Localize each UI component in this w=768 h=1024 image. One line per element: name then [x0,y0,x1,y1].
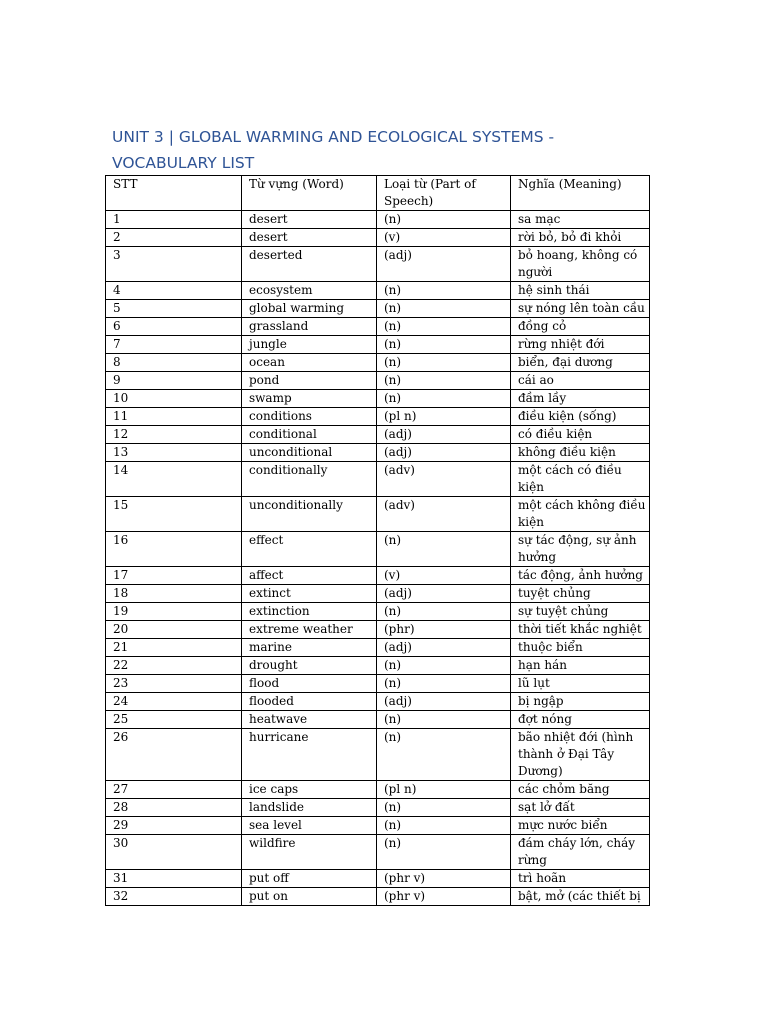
row-number-cell: 8 [106,354,242,372]
row-number-cell: 18 [106,585,242,603]
header-meaning: Nghĩa (Meaning) [511,176,650,211]
word-cell: swamp [242,390,377,408]
word-cell: desert [242,211,377,229]
table-row [106,372,650,390]
header-part-of-speech: Loại từ (Part of Speech) [377,176,511,211]
row-number-cell: 11 [106,408,242,426]
word-cell: jungle [242,336,377,354]
row-number-cell: 24 [106,693,242,711]
word-cell: desert [242,229,377,247]
meaning-cell: đợt nóng [511,711,650,729]
row-number-cell: 7 [106,336,242,354]
meaning-cell: sự tuyệt chủng [511,603,650,621]
meaning-cell: bật, mở (các thiết bị [511,888,650,906]
table-row [106,888,650,906]
part-of-speech-cell: (n) [377,835,511,870]
table-row [106,799,650,817]
meaning-cell: sự nóng lên toàn cầu [511,300,650,318]
table-row [106,639,650,657]
meaning-cell: rừng nhiệt đới [511,336,650,354]
meaning-cell: một cách có điều kiện [511,462,650,497]
word-cell: drought [242,657,377,675]
row-number-cell: 16 [106,532,242,567]
table-row [106,318,650,336]
table-row [106,729,650,781]
word-cell: ecosystem [242,282,377,300]
row-number-cell: 12 [106,426,242,444]
meaning-cell: có điều kiện [511,426,650,444]
row-number-cell: 21 [106,639,242,657]
row-number-cell: 26 [106,729,242,781]
table-row [106,693,650,711]
word-cell: pond [242,372,377,390]
word-cell: conditions [242,408,377,426]
row-number-cell: 22 [106,657,242,675]
meaning-cell: tuyệt chủng [511,585,650,603]
row-number-cell: 30 [106,835,242,870]
table-row [106,282,650,300]
table-row [106,567,650,585]
word-cell: landslide [242,799,377,817]
part-of-speech-cell: (v) [377,229,511,247]
row-number-cell: 9 [106,372,242,390]
row-number-cell: 3 [106,247,242,282]
meaning-cell: mực nước biển [511,817,650,835]
header-stt: STT [106,176,242,211]
row-number-cell: 14 [106,462,242,497]
row-number-cell: 15 [106,497,242,532]
meaning-cell: thời tiết khắc nghiệt [511,621,650,639]
table-row [106,336,650,354]
meaning-cell: hạn hán [511,657,650,675]
part-of-speech-cell: (n) [377,372,511,390]
document-title: UNIT 3 | GLOBAL WARMING AND ECOLOGICAL SYSTEMS - VOCABULARY LIST [112,128,555,172]
meaning-cell: đám cháy lớn, cháy rừng [511,835,650,870]
row-number-cell: 28 [106,799,242,817]
part-of-speech-cell: (n) [377,318,511,336]
row-number-cell: 10 [106,390,242,408]
meaning-cell: biển, đại dương [511,354,650,372]
row-number-cell: 2 [106,229,242,247]
row-number-cell: 13 [106,444,242,462]
table-row [106,408,650,426]
word-cell: marine [242,639,377,657]
table-row [106,603,650,621]
row-number-cell: 23 [106,675,242,693]
row-number-cell: 17 [106,567,242,585]
part-of-speech-cell: (n) [377,300,511,318]
part-of-speech-cell: (n) [377,711,511,729]
table-row [106,300,650,318]
part-of-speech-cell: (adj) [377,444,511,462]
part-of-speech-cell: (n) [377,657,511,675]
row-number-cell: 31 [106,870,242,888]
part-of-speech-cell: (n) [377,282,511,300]
part-of-speech-cell: (phr v) [377,870,511,888]
table-row [106,675,650,693]
meaning-cell: trì hoãn [511,870,650,888]
row-number-cell: 25 [106,711,242,729]
word-cell: affect [242,567,377,585]
header-word: Từ vựng (Word) [242,176,377,211]
word-cell: effect [242,532,377,567]
row-number-cell: 27 [106,781,242,799]
row-number-cell: 4 [106,282,242,300]
word-cell: conditionally [242,462,377,497]
word-cell: hurricane [242,729,377,781]
row-number-cell: 1 [106,211,242,229]
row-number-cell: 20 [106,621,242,639]
meaning-cell: bỏ hoang, không có người [511,247,650,282]
word-cell: ocean [242,354,377,372]
part-of-speech-cell: (pl n) [377,781,511,799]
word-cell: unconditionally [242,497,377,532]
table-header-row [106,176,650,211]
word-cell: put off [242,870,377,888]
meaning-cell: sa mạc [511,211,650,229]
table-body [106,211,650,906]
part-of-speech-cell: (n) [377,390,511,408]
word-cell: unconditional [242,444,377,462]
part-of-speech-cell: (v) [377,567,511,585]
meaning-cell: tác động, ảnh hưởng [511,567,650,585]
meaning-cell: lũ lụt [511,675,650,693]
part-of-speech-cell: (adj) [377,585,511,603]
word-cell: put on [242,888,377,906]
word-cell: extinct [242,585,377,603]
table-row [106,711,650,729]
table-row [106,444,650,462]
table-row [106,462,650,497]
table-row [106,817,650,835]
part-of-speech-cell: (n) [377,799,511,817]
part-of-speech-cell: (n) [377,211,511,229]
table-row [106,870,650,888]
word-cell: deserted [242,247,377,282]
part-of-speech-cell: (n) [377,336,511,354]
part-of-speech-cell: (phr) [377,621,511,639]
meaning-cell: bão nhiệt đới (hình thành ở Đại Tây Dương) [511,729,650,781]
part-of-speech-cell: (n) [377,729,511,781]
meaning-cell: thuộc biển [511,639,650,657]
part-of-speech-cell: (phr v) [377,888,511,906]
table-row [106,426,650,444]
part-of-speech-cell: (adj) [377,639,511,657]
meaning-cell: một cách không điều kiện [511,497,650,532]
word-cell: conditional [242,426,377,444]
table-row [106,211,650,229]
part-of-speech-cell: (adj) [377,247,511,282]
meaning-cell: cái ao [511,372,650,390]
meaning-cell: sạt lở đất [511,799,650,817]
row-number-cell: 19 [106,603,242,621]
word-cell: grassland [242,318,377,336]
word-cell: sea level [242,817,377,835]
meaning-cell: hệ sinh thái [511,282,650,300]
table-row [106,247,650,282]
meaning-cell: rời bỏ, bỏ đi khỏi [511,229,650,247]
word-cell: extreme weather [242,621,377,639]
part-of-speech-cell: (n) [377,532,511,567]
word-cell: global warming [242,300,377,318]
word-cell: ice caps [242,781,377,799]
meaning-cell: bị ngập [511,693,650,711]
word-cell: wildfire [242,835,377,870]
table-row [106,390,650,408]
part-of-speech-cell: (n) [377,354,511,372]
row-number-cell: 32 [106,888,242,906]
meaning-cell: đầm lầy [511,390,650,408]
row-number-cell: 6 [106,318,242,336]
meaning-cell: điều kiện (sống) [511,408,650,426]
table-row [106,229,650,247]
word-cell: flooded [242,693,377,711]
part-of-speech-cell: (n) [377,817,511,835]
meaning-cell: không điều kiện [511,444,650,462]
table-row [106,497,650,532]
table-row [106,585,650,603]
part-of-speech-cell: (adj) [377,693,511,711]
part-of-speech-cell: (pl n) [377,408,511,426]
meaning-cell: đồng cỏ [511,318,650,336]
table-row [106,532,650,567]
part-of-speech-cell: (adv) [377,462,511,497]
part-of-speech-cell: (adv) [377,497,511,532]
part-of-speech-cell: (n) [377,675,511,693]
vocabulary-table [105,175,650,906]
meaning-cell: các chỏm băng [511,781,650,799]
table-row [106,354,650,372]
table-row [106,781,650,799]
part-of-speech-cell: (adj) [377,426,511,444]
row-number-cell: 29 [106,817,242,835]
table-row [106,657,650,675]
word-cell: flood [242,675,377,693]
word-cell: heatwave [242,711,377,729]
meaning-cell: sự tác động, sự ảnh hưởng [511,532,650,567]
row-number-cell: 5 [106,300,242,318]
part-of-speech-cell: (n) [377,603,511,621]
table-row [106,835,650,870]
table-row [106,621,650,639]
word-cell: extinction [242,603,377,621]
